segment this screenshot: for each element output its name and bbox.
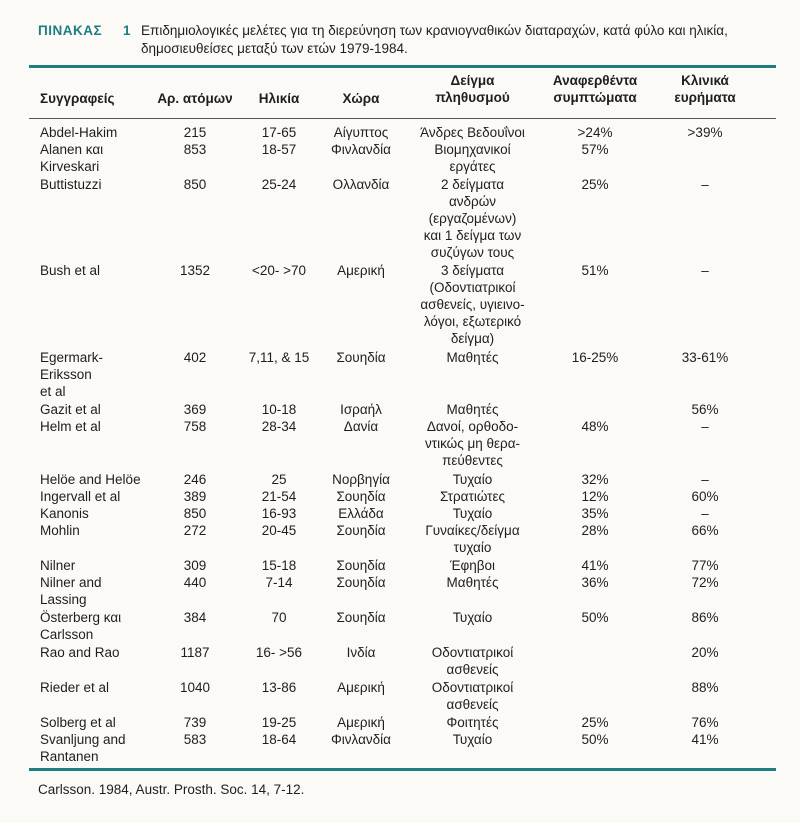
cell-sample: Μαθητές bbox=[446, 575, 499, 590]
cell-age: 20-45 bbox=[261, 523, 297, 538]
cell-sample: Τυχαίο bbox=[452, 506, 493, 521]
cell-author: Alanen και Kirveskari bbox=[40, 142, 104, 174]
cell-author: Svanljung and Rantanen bbox=[40, 732, 126, 764]
cell-sample: Μαθητές bbox=[446, 350, 499, 365]
cell-findings: 41% bbox=[691, 732, 719, 747]
cell-country: Φινλανδία bbox=[331, 732, 391, 747]
cell-sample: Τυχαίο bbox=[452, 472, 493, 487]
cell-author: Buttistuzzi bbox=[40, 177, 102, 192]
cell-age: 18-64 bbox=[261, 732, 297, 747]
cell-author: Egermark- Eriksson et al bbox=[40, 350, 104, 399]
cell-symptoms: 36% bbox=[581, 575, 609, 590]
cell-country: Δανία bbox=[343, 419, 379, 434]
cell-findings: 66% bbox=[691, 523, 719, 538]
cell-age: 7-14 bbox=[265, 575, 293, 590]
cell-country: Ελλάδα bbox=[338, 506, 384, 521]
header-age: Ηλικία bbox=[258, 91, 300, 106]
cell-symptoms: 48% bbox=[581, 419, 609, 434]
cell-findings: 86% bbox=[691, 610, 719, 625]
cell-findings: >39% bbox=[687, 125, 723, 140]
cell-symptoms: 32% bbox=[581, 472, 609, 487]
cell-symptoms: 16-25% bbox=[571, 350, 619, 365]
bottom-rule bbox=[29, 768, 776, 771]
cell-n: 440 bbox=[183, 575, 207, 590]
cell-author: Nilner and Lassing bbox=[40, 575, 102, 607]
cell-findings: 88% bbox=[691, 680, 719, 695]
cell-age: 28-34 bbox=[261, 419, 297, 434]
cell-findings: 77% bbox=[691, 558, 719, 573]
cell-symptoms: 28% bbox=[581, 523, 609, 538]
cell-country: Αμερική bbox=[337, 715, 385, 730]
cell-country: Νορβηγία bbox=[332, 472, 390, 487]
header-authors: Συγγραφείς bbox=[40, 91, 115, 106]
cell-sample: Τυχαίο bbox=[452, 732, 493, 747]
header-findings: Κλινικά ευρήματα bbox=[674, 73, 736, 105]
cell-n: 389 bbox=[183, 489, 207, 504]
cell-n: 758 bbox=[183, 419, 207, 434]
cell-n: 850 bbox=[183, 506, 207, 521]
cell-n: 739 bbox=[183, 715, 207, 730]
cell-age: 16- >56 bbox=[255, 645, 303, 660]
cell-age: 17-65 bbox=[261, 125, 297, 140]
cell-sample: Γυναίκες/δείγμα τυχαίο bbox=[425, 523, 520, 555]
cell-findings: 60% bbox=[691, 489, 719, 504]
cell-age: 21-54 bbox=[261, 489, 297, 504]
cell-sample: Άνδρες Βεδουΐνοι bbox=[420, 125, 525, 140]
cell-sample: Οδοντιατρικοί ασθενείς bbox=[431, 645, 514, 677]
cell-age: 19-25 bbox=[261, 715, 297, 730]
cell-country: Αμερική bbox=[337, 680, 385, 695]
cell-symptoms: >24% bbox=[577, 125, 613, 140]
cell-n: 1040 bbox=[179, 680, 211, 695]
cell-country: Φινλανδία bbox=[331, 142, 391, 157]
caption-number: 1 bbox=[123, 23, 131, 38]
cell-n: 369 bbox=[183, 402, 207, 417]
cell-sample: Φοιτητές bbox=[446, 715, 499, 730]
cell-findings: – bbox=[701, 177, 709, 192]
cell-sample: Έφηβοι bbox=[449, 558, 496, 573]
cell-sample: Μαθητές bbox=[446, 402, 499, 417]
cell-n: 402 bbox=[183, 350, 207, 365]
cell-n: 309 bbox=[183, 558, 207, 573]
cell-age: 7,11, & 15 bbox=[248, 350, 310, 365]
cell-age: 15-18 bbox=[261, 558, 297, 573]
cell-n: 272 bbox=[183, 523, 207, 538]
cell-symptoms: 57% bbox=[581, 142, 609, 157]
cell-symptoms: 35% bbox=[581, 506, 609, 521]
cell-author: Kanonis bbox=[40, 506, 89, 521]
caption-label: ΠΙΝΑΚΑΣ bbox=[38, 23, 103, 38]
cell-age: 16-93 bbox=[261, 506, 297, 521]
cell-sample: Βιομηχανικοί εργάτες bbox=[434, 142, 511, 174]
cell-author: Gazit et al bbox=[40, 402, 101, 417]
header-country: Χώρα bbox=[342, 91, 380, 106]
cell-country: Σουηδία bbox=[336, 350, 386, 365]
cell-country: Ολλανδία bbox=[332, 177, 390, 192]
cell-n: 246 bbox=[183, 472, 207, 487]
cell-sample: Στρατιώτες bbox=[439, 489, 506, 504]
cell-findings: 56% bbox=[691, 402, 719, 417]
cell-n: 853 bbox=[183, 142, 207, 157]
cell-country: Αμερική bbox=[337, 263, 385, 278]
cell-age: <20- >70 bbox=[251, 263, 307, 278]
cell-findings: – bbox=[701, 472, 709, 487]
cell-country: Αίγυπτος bbox=[333, 125, 389, 140]
cell-findings: – bbox=[701, 263, 709, 278]
caption-text: Επιδημιολογικές μελέτες για τη διερεύνηση των κρανιογναθικών διαταραχών, κατά φύλο και ηλικία, δημοσιευθείσες μεταξύ των ετών 1979-1984. bbox=[141, 23, 728, 56]
cell-country: Ισραήλ bbox=[340, 402, 382, 417]
cell-author: Ingervall et al bbox=[40, 489, 121, 504]
cell-symptoms: 51% bbox=[581, 263, 609, 278]
cell-symptoms: 25% bbox=[581, 177, 609, 192]
cell-sample: Τυχαίο bbox=[452, 610, 493, 625]
cell-findings: – bbox=[701, 506, 709, 521]
cell-findings: 33-61% bbox=[681, 350, 729, 365]
cell-author: Helöe and Helöe bbox=[40, 472, 141, 487]
cell-symptoms: 12% bbox=[581, 489, 609, 504]
cell-age: 70 bbox=[271, 610, 287, 625]
cell-findings: – bbox=[701, 419, 709, 434]
cell-country: Σουηδία bbox=[336, 558, 386, 573]
cell-n: 850 bbox=[183, 177, 207, 192]
header-symptoms: Αναφερθέντα συμπτώματα bbox=[552, 73, 638, 105]
header-divider bbox=[29, 118, 776, 119]
cell-symptoms: 25% bbox=[581, 715, 609, 730]
cell-author: Abdel-Hakim bbox=[40, 125, 118, 140]
cell-author: Österberg και Carlsson bbox=[40, 610, 122, 642]
cell-findings: 72% bbox=[691, 575, 719, 590]
cell-author: Helm et al bbox=[40, 419, 101, 434]
cell-country: Σουηδία bbox=[336, 575, 386, 590]
cell-sample: 2 δείγματα ανδρών (εργαζομένων) και 1 δείγμα των συζύγων τους bbox=[423, 177, 522, 260]
cell-symptoms: 50% bbox=[581, 732, 609, 747]
table-source: Carlsson. 1984, Austr. Prosth. Soc. 14, 7-12. bbox=[38, 782, 305, 797]
cell-age: 25 bbox=[271, 472, 287, 487]
cell-findings: 76% bbox=[691, 715, 719, 730]
cell-symptoms: 41% bbox=[581, 558, 609, 573]
cell-country: Σουηδία bbox=[336, 610, 386, 625]
cell-author: Nilner bbox=[40, 558, 76, 573]
cell-country: Ινδία bbox=[346, 645, 376, 660]
top-rule bbox=[29, 65, 776, 68]
cell-age: 10-18 bbox=[261, 402, 297, 417]
cell-country: Σουηδία bbox=[336, 489, 386, 504]
cell-sample: 3 δείγματα (Οδοντιατρικοί ασθενείς, υγιεινο- λόγοι, εξωτερικό δείγμα) bbox=[420, 263, 525, 346]
cell-sample: Δανοί, ορθοδο- ντικώς μη θερα- πεύθεντες bbox=[424, 419, 520, 468]
cell-age: 13-86 bbox=[261, 680, 297, 695]
cell-author: Rao and Rao bbox=[40, 645, 120, 660]
cell-age: 25-24 bbox=[261, 177, 297, 192]
cell-n: 384 bbox=[183, 610, 207, 625]
cell-author: Bush et al bbox=[40, 263, 101, 278]
cell-country: Σουηδία bbox=[336, 523, 386, 538]
header-sample: Δείγμα πληθυσμού bbox=[435, 73, 510, 105]
cell-findings: 20% bbox=[691, 645, 719, 660]
cell-n: 1352 bbox=[179, 263, 211, 278]
cell-author: Solberg et al bbox=[40, 715, 116, 730]
cell-n: 1187 bbox=[180, 645, 210, 660]
cell-author: Mohlin bbox=[40, 523, 80, 538]
cell-sample: Οδοντιατρικοί ασθενείς bbox=[431, 680, 514, 712]
header-count: Αρ. ατόμων bbox=[157, 91, 233, 106]
cell-symptoms: 50% bbox=[581, 610, 609, 625]
cell-age: 18-57 bbox=[261, 142, 297, 157]
cell-n: 583 bbox=[183, 732, 207, 747]
cell-n: 215 bbox=[183, 125, 207, 140]
cell-author: Rieder et al bbox=[40, 680, 110, 695]
